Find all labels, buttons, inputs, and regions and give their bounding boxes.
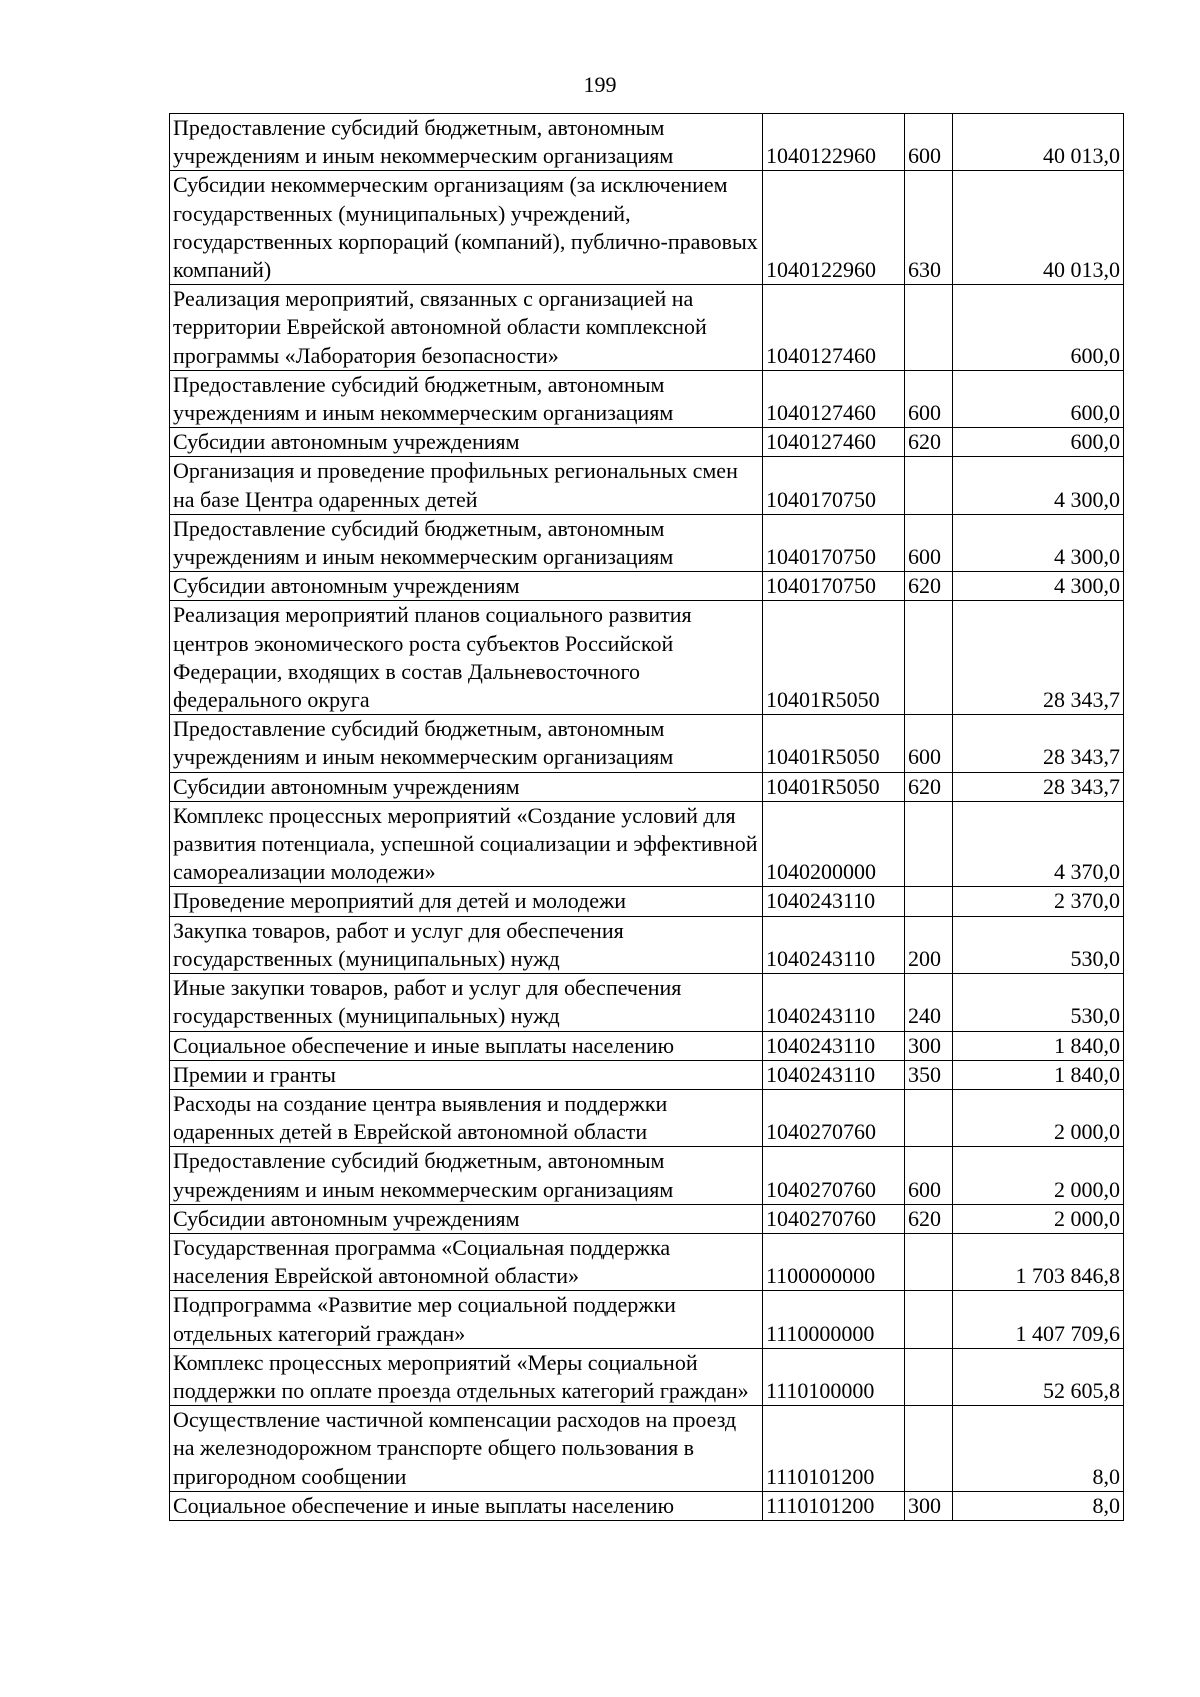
sum-cell: 600,0 bbox=[953, 285, 1124, 371]
type-cell: 620 bbox=[905, 572, 953, 601]
code-cell: 10401R5050 bbox=[763, 715, 905, 772]
type-cell bbox=[905, 1291, 953, 1348]
type-cell bbox=[905, 1089, 953, 1146]
type-cell: 600 bbox=[905, 1147, 953, 1204]
sum-cell: 2 000,0 bbox=[953, 1147, 1124, 1204]
table-row bbox=[170, 114, 1124, 171]
code-cell: 1040243110 bbox=[763, 1031, 905, 1060]
code-cell: 1040200000 bbox=[763, 801, 905, 887]
code-cell: 1040243110 bbox=[763, 887, 905, 916]
name-cell: Предоставление субсидий бюджетным, автономным учреждениям и иным некоммерческим организациям bbox=[170, 1147, 763, 1204]
type-cell bbox=[905, 1233, 953, 1290]
name-cell: Предоставление субсидий бюджетным, автономным учреждениям и иным некоммерческим организациям bbox=[170, 715, 763, 772]
type-cell bbox=[905, 285, 953, 371]
code-cell: 1110000000 bbox=[763, 1291, 905, 1348]
code-cell: 1040122960 bbox=[763, 114, 905, 171]
table-row bbox=[170, 887, 1124, 916]
table-row bbox=[170, 1089, 1124, 1146]
sum-cell: 4 300,0 bbox=[953, 572, 1124, 601]
name-cell: Проведение мероприятий для детей и молодежи bbox=[170, 887, 763, 916]
code-cell: 1040270760 bbox=[763, 1204, 905, 1233]
sum-cell: 600,0 bbox=[953, 428, 1124, 457]
sum-cell: 40 013,0 bbox=[953, 171, 1124, 285]
sum-cell: 8,0 bbox=[953, 1406, 1124, 1492]
name-cell: Реализация мероприятий планов социального развития центров экономического роста субъектов Российской Федерации, входящих в состав Дальневосточного федерального округа bbox=[170, 601, 763, 715]
type-cell: 200 bbox=[905, 916, 953, 973]
name-cell: Комплекс процессных мероприятий «Создание условий для развития потенциала, успешной социализации и эффективной самореализации молодежи» bbox=[170, 801, 763, 887]
code-cell: 1040270760 bbox=[763, 1147, 905, 1204]
table-row bbox=[170, 801, 1124, 887]
type-cell: 350 bbox=[905, 1060, 953, 1089]
name-cell: Иные закупки товаров, работ и услуг для обеспечения государственных (муниципальных) нужд bbox=[170, 974, 763, 1031]
code-cell: 1040127460 bbox=[763, 285, 905, 371]
type-cell: 240 bbox=[905, 974, 953, 1031]
sum-cell: 8,0 bbox=[953, 1491, 1124, 1520]
name-cell: Премии и гранты bbox=[170, 1060, 763, 1089]
type-cell bbox=[905, 1348, 953, 1405]
type-cell bbox=[905, 457, 953, 514]
type-cell bbox=[905, 601, 953, 715]
name-cell: Закупка товаров, работ и услуг для обеспечения государственных (муниципальных) нужд bbox=[170, 916, 763, 973]
name-cell: Предоставление субсидий бюджетным, автономным учреждениям и иным некоммерческим организациям bbox=[170, 114, 763, 171]
sum-cell: 530,0 bbox=[953, 974, 1124, 1031]
name-cell: Государственная программа «Социальная поддержка населения Еврейской автономной области» bbox=[170, 1233, 763, 1290]
type-cell: 630 bbox=[905, 171, 953, 285]
name-cell: Субсидии некоммерческим организациям (за исключением государственных (муниципальных) учреждений, государственных корпораций (компаний), публично-правовых компаний) bbox=[170, 171, 763, 285]
code-cell: 1110101200 bbox=[763, 1406, 905, 1492]
sum-cell: 1 703 846,8 bbox=[953, 1233, 1124, 1290]
name-cell: Субсидии автономным учреждениям bbox=[170, 572, 763, 601]
sum-cell: 28 343,7 bbox=[953, 772, 1124, 801]
sum-cell: 52 605,8 bbox=[953, 1348, 1124, 1405]
sum-cell: 2 000,0 bbox=[953, 1089, 1124, 1146]
sum-cell: 600,0 bbox=[953, 370, 1124, 427]
table-row bbox=[170, 1291, 1124, 1348]
table-row bbox=[170, 1031, 1124, 1060]
code-cell: 1040270760 bbox=[763, 1089, 905, 1146]
sum-cell: 4 300,0 bbox=[953, 514, 1124, 571]
budget-table bbox=[169, 113, 1124, 1521]
type-cell bbox=[905, 801, 953, 887]
sum-cell: 4 300,0 bbox=[953, 457, 1124, 514]
type-cell: 600 bbox=[905, 715, 953, 772]
type-cell: 620 bbox=[905, 1204, 953, 1233]
table-row bbox=[170, 1491, 1124, 1520]
name-cell: Субсидии автономным учреждениям bbox=[170, 772, 763, 801]
name-cell: Субсидии автономным учреждениям bbox=[170, 428, 763, 457]
table-row bbox=[170, 601, 1124, 715]
table-row bbox=[170, 1348, 1124, 1405]
sum-cell: 530,0 bbox=[953, 916, 1124, 973]
name-cell: Комплекс процессных мероприятий «Меры социальной поддержки по оплате проезда отдельных категорий граждан» bbox=[170, 1348, 763, 1405]
page-number: 199 bbox=[583, 72, 617, 97]
sum-cell: 28 343,7 bbox=[953, 715, 1124, 772]
table-row bbox=[170, 428, 1124, 457]
name-cell: Социальное обеспечение и иные выплаты населению bbox=[170, 1491, 763, 1520]
name-cell: Подпрограмма «Развитие мер социальной поддержки отдельных категорий граждан» bbox=[170, 1291, 763, 1348]
name-cell: Осуществление частичной компенсации расходов на проезд на железнодорожном транспорте общего пользования в пригородном сообщении bbox=[170, 1406, 763, 1492]
table-row bbox=[170, 1233, 1124, 1290]
table-row bbox=[170, 285, 1124, 371]
code-cell: 1040122960 bbox=[763, 171, 905, 285]
sum-cell: 1 840,0 bbox=[953, 1060, 1124, 1089]
type-cell: 600 bbox=[905, 114, 953, 171]
name-cell: Организация и проведение профильных региональных смен на базе Центра одаренных детей bbox=[170, 457, 763, 514]
code-cell: 1040243110 bbox=[763, 974, 905, 1031]
code-cell: 1110101200 bbox=[763, 1491, 905, 1520]
type-cell: 600 bbox=[905, 514, 953, 571]
code-cell: 1100000000 bbox=[763, 1233, 905, 1290]
sum-cell: 1 840,0 bbox=[953, 1031, 1124, 1060]
name-cell: Расходы на создание центра выявления и поддержки одаренных детей в Еврейской автономной области bbox=[170, 1089, 763, 1146]
type-cell bbox=[905, 1406, 953, 1492]
table-row bbox=[170, 1060, 1124, 1089]
type-cell: 620 bbox=[905, 428, 953, 457]
code-cell: 1110100000 bbox=[763, 1348, 905, 1405]
table-row bbox=[170, 974, 1124, 1031]
table-row bbox=[170, 916, 1124, 973]
code-cell: 1040243110 bbox=[763, 916, 905, 973]
name-cell: Реализация мероприятий, связанных с организацией на территории Еврейской автономной области комплексной программы «Лаборатория безопасности» bbox=[170, 285, 763, 371]
table-row bbox=[170, 715, 1124, 772]
table-row bbox=[170, 1204, 1124, 1233]
table-row bbox=[170, 457, 1124, 514]
code-cell: 1040170750 bbox=[763, 572, 905, 601]
sum-cell: 1 407 709,6 bbox=[953, 1291, 1124, 1348]
name-cell: Предоставление субсидий бюджетным, автономным учреждениям и иным некоммерческим организациям bbox=[170, 514, 763, 571]
code-cell: 1040170750 bbox=[763, 457, 905, 514]
sum-cell: 28 343,7 bbox=[953, 601, 1124, 715]
budget-table-body bbox=[170, 114, 1124, 1521]
type-cell bbox=[905, 887, 953, 916]
table-row bbox=[170, 370, 1124, 427]
sum-cell: 2 370,0 bbox=[953, 887, 1124, 916]
sum-cell: 40 013,0 bbox=[953, 114, 1124, 171]
type-cell: 300 bbox=[905, 1491, 953, 1520]
name-cell: Субсидии автономным учреждениям bbox=[170, 1204, 763, 1233]
sum-cell: 2 000,0 bbox=[953, 1204, 1124, 1233]
type-cell: 600 bbox=[905, 370, 953, 427]
table-row bbox=[170, 1147, 1124, 1204]
table-row bbox=[170, 1406, 1124, 1492]
type-cell: 300 bbox=[905, 1031, 953, 1060]
name-cell: Предоставление субсидий бюджетным, автономным учреждениям и иным некоммерческим организациям bbox=[170, 370, 763, 427]
name-cell: Социальное обеспечение и иные выплаты населению bbox=[170, 1031, 763, 1060]
sum-cell: 4 370,0 bbox=[953, 801, 1124, 887]
table-row bbox=[170, 772, 1124, 801]
code-cell: 10401R5050 bbox=[763, 772, 905, 801]
type-cell: 620 bbox=[905, 772, 953, 801]
code-cell: 1040127460 bbox=[763, 370, 905, 427]
code-cell: 1040127460 bbox=[763, 428, 905, 457]
table-row bbox=[170, 572, 1124, 601]
code-cell: 1040243110 bbox=[763, 1060, 905, 1089]
table-row bbox=[170, 514, 1124, 571]
table-row bbox=[170, 171, 1124, 285]
code-cell: 10401R5050 bbox=[763, 601, 905, 715]
code-cell: 1040170750 bbox=[763, 514, 905, 571]
